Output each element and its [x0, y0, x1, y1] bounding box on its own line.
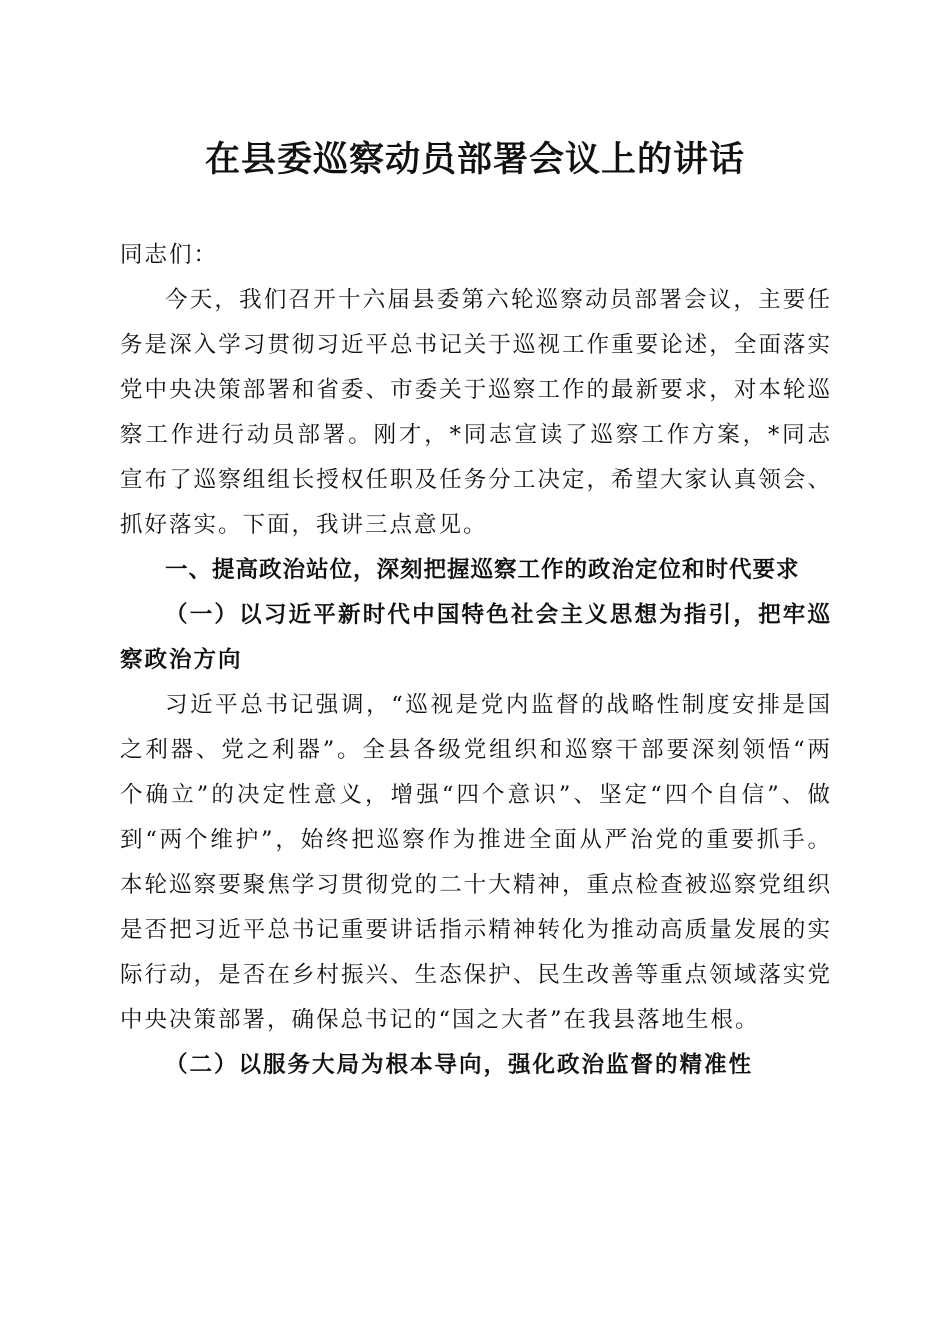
- salutation: 同志们：: [120, 242, 219, 268]
- intro-paragraph: 今天，我们召开十六届县委第六轮巡察动员部署会议，主要任务是深入学习贯彻习近平总书记关于巡视工作重要论述，全面落实党中央决策部署和省委、市委关于巡察工作的最新要求，对本轮巡察工作进行动员部署。刚才，*同志宣读了巡察工作方案，*同志宣布了巡察组组长授权任职及任务分工决定，希望大家认真领会、抓好落实。下面，我讲三点意见。: [120, 287, 832, 538]
- section-heading-1: 一、提高政治站位，深刻把握巡察工作的政治定位和时代要求: [165, 557, 800, 583]
- document-body: [120, 233, 832, 1088]
- body-paragraph-1: 习近平总书记强调，“巡视是党内监督的战略性制度安排是国之利器、党之利器”。全县各级党组织和巡察干部要深刻领悟“两个确立”的决定性意义，增强“四个意识”、坚定“四个自信”、做到“两个维护”，始终把巡察作为推进全面从严治党的重要抓手。本轮巡察要聚焦学习贯彻党的二十大精神，重点检查被巡察党组织是否把习近平总书记重要讲话指示精神转化为推动高质量发展的实际行动，是否在乡村振兴、生态保护、民生改善等重点领域落实党中央决策部署，确保总书记的“国之大者”在我县落地生根。: [120, 692, 832, 1033]
- document-title: 在县委巡察动员部署会议上的讲话: [204, 139, 745, 180]
- subsection-heading-1: （一）以习近平新时代中国特色社会主义思想为指引，把牢巡察政治方向: [120, 602, 832, 673]
- subsection-heading-2: （二）以服务大局为根本导向，强化政治监督的精准性: [165, 1052, 754, 1078]
